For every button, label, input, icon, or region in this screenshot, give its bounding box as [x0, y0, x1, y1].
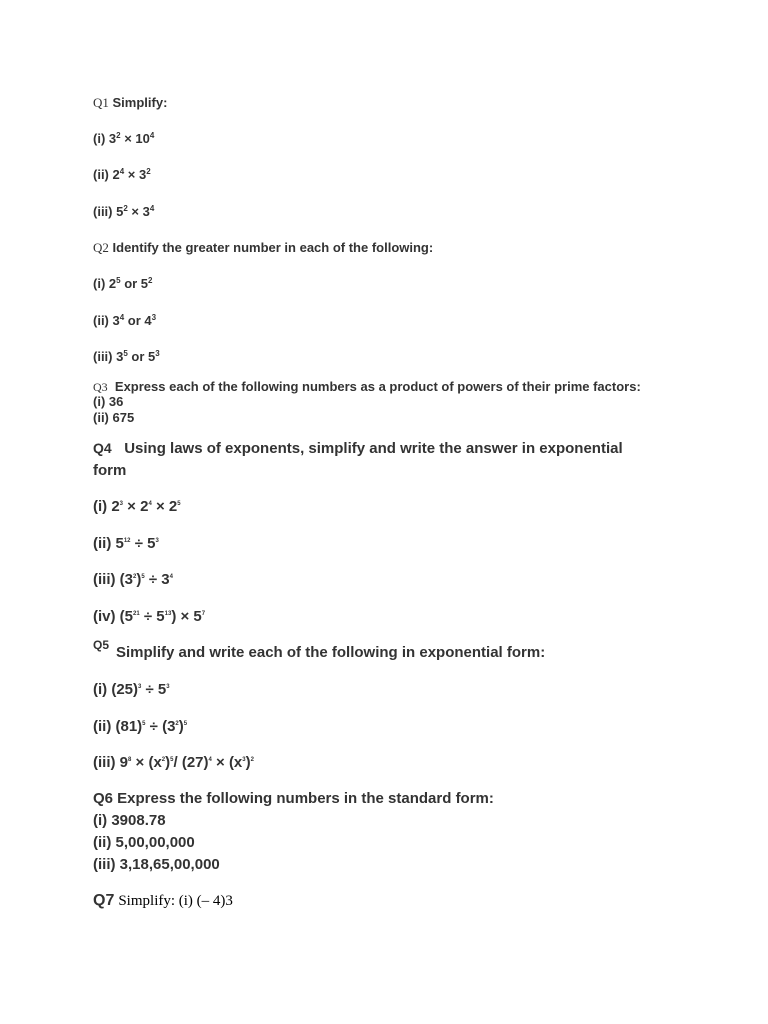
q4-i-exp3: 5	[177, 501, 181, 507]
q5-iii-exp1: 8	[128, 757, 132, 763]
q4-number: Q4	[93, 440, 112, 456]
q1-ii-base: (ii) 2	[93, 167, 120, 182]
q2-ii-mid: or 4	[124, 313, 152, 328]
q3-heading	[93, 379, 641, 395]
q2-iii-base: (iii) 3	[93, 349, 124, 364]
q5-ii-b: ÷ (3	[145, 718, 176, 735]
q1-number: Q1	[93, 95, 109, 110]
q2-i-base: (i) 2	[93, 276, 117, 291]
q1-item-i	[93, 131, 154, 146]
q1-i-exp2: 4	[149, 131, 155, 140]
q4-iv-exp2: 13	[164, 611, 172, 617]
q2-i-exp1: 5	[116, 276, 121, 285]
q3-number: Q3	[93, 380, 108, 394]
q3-item-i: (i) 36	[93, 394, 124, 409]
q5-item-ii	[93, 718, 187, 735]
q7-text: Simplify: (i) (– 4)3	[118, 893, 233, 909]
q1-iii-exp2: 4	[149, 204, 155, 213]
q4-iii-exp2: 5	[141, 574, 145, 580]
q5-iii-b: × (x	[131, 754, 162, 771]
q5-ii-exp3: 5	[183, 721, 188, 727]
q5-iii-c: )	[165, 754, 171, 771]
q3-title: Express each of the following numbers as a product of powers of their prime factors:	[114, 379, 641, 394]
q4-item-ii	[93, 535, 159, 552]
q5-ii-c: )	[178, 718, 184, 735]
q5-item-i	[93, 681, 170, 698]
q4-iii-exp3: 4	[169, 574, 173, 580]
q5-ii-exp1: 5	[142, 721, 146, 727]
q4-title-line1: Using laws of exponents, simplify and write the answer in exponential	[124, 440, 623, 457]
q4-iv-a: (iv) (5	[93, 608, 134, 625]
q4-iii-c: ÷ 3	[144, 571, 170, 588]
q4-iv-exp1: 21	[133, 611, 140, 617]
q5-iii-exp5: 3	[242, 757, 246, 763]
q2-ii-exp2: 3	[151, 313, 157, 322]
q5-iii-f: )	[245, 754, 251, 771]
q4-ii-a: (ii) 5	[93, 535, 124, 552]
q4-i-b: × 2	[123, 498, 149, 515]
q1-item-iii	[93, 204, 154, 219]
q4-i-exp2: 4	[148, 501, 152, 507]
q5-i-exp1: 3	[138, 684, 142, 690]
q5-iii-exp6: 2	[250, 757, 254, 763]
q1-ii-exp1: 4	[119, 167, 125, 176]
q1-i-base: (i) 3	[93, 131, 117, 146]
q1-heading	[93, 95, 167, 111]
q1-item-ii	[93, 167, 151, 182]
q5-i-exp2: 3	[166, 684, 170, 690]
q1-i-exp1: 2	[116, 131, 121, 140]
q4-iii-exp1: 2	[133, 574, 137, 580]
q4-i-c: × 2	[151, 498, 178, 515]
q4-ii-exp2: 3	[155, 538, 159, 544]
q1-iii-base: (iii) 5	[93, 204, 124, 219]
q7-line	[93, 892, 233, 910]
q1-ii-exp2: 2	[146, 167, 151, 176]
q6-title: Q6 Express the following numbers in the standard form:	[93, 790, 494, 807]
q6-item-iii: (iii) 3,18,65,00,000	[93, 856, 220, 873]
q2-item-i	[93, 276, 153, 291]
q2-ii-base: (ii) 3	[93, 313, 120, 328]
q4-item-iv	[93, 608, 205, 625]
q5-iii-exp4: 4	[208, 757, 212, 763]
q2-iii-exp1: 5	[123, 349, 128, 358]
q4-iv-b: ÷ 5	[139, 608, 165, 625]
q4-heading	[93, 440, 623, 457]
q4-i-exp1: 3	[119, 501, 124, 507]
q5-ii-exp2: 2	[175, 721, 179, 727]
q2-iii-exp2: 3	[155, 349, 160, 358]
q4-ii-exp1: 12	[123, 538, 131, 544]
q2-title: Identify the greater number in each of the following:	[112, 240, 434, 255]
q3-item-ii: (ii) 675	[93, 410, 135, 425]
q5-number: Q5	[93, 638, 110, 652]
q2-i-mid: or 5	[120, 276, 149, 291]
q4-item-i	[93, 498, 181, 515]
q5-ii-a: (ii) (81)	[93, 718, 143, 735]
q1-iii-exp1: 2	[123, 204, 128, 213]
q1-iii-mid: × 3	[127, 204, 150, 219]
q4-item-iii	[93, 571, 173, 588]
q5-title: Simplify and write each of the following in exponential form:	[116, 644, 546, 661]
q2-number: Q2	[93, 240, 109, 255]
q4-iii-a: (iii) (3	[93, 571, 133, 588]
q4-title-line2: form	[93, 462, 127, 479]
q5-iii-e: × (x	[211, 754, 243, 771]
q2-item-ii	[93, 313, 156, 328]
q2-iii-mid: or 5	[127, 349, 156, 364]
q2-heading	[93, 240, 433, 256]
q5-iii-a: (iii) 9	[93, 754, 129, 771]
q2-i-exp2: 2	[148, 276, 153, 285]
q1-i-mid: × 10	[120, 131, 150, 146]
q5-iii-exp3: 5	[170, 757, 174, 763]
q5-i-b: ÷ 5	[141, 681, 167, 698]
q4-i-a: (i) 2	[93, 498, 120, 515]
q2-item-iii	[93, 349, 160, 364]
q7-number: Q7	[93, 892, 115, 909]
q6-item-i: (i) 3908.78	[93, 812, 166, 829]
q5-iii-d: / (27)	[173, 754, 209, 771]
q4-iv-c: ) × 5	[171, 608, 202, 625]
q4-iii-b: )	[136, 571, 142, 588]
q5-item-iii	[93, 754, 254, 771]
q2-ii-exp1: 4	[119, 313, 125, 322]
q1-ii-mid: × 3	[124, 167, 147, 182]
q4-ii-b: ÷ 5	[130, 535, 156, 552]
q5-iii-exp2: 2	[161, 757, 166, 763]
q1-title: Simplify:	[112, 95, 168, 110]
q5-i-a: (i) (25)	[93, 681, 138, 698]
q4-iv-exp3: 7	[201, 611, 206, 617]
q6-item-ii: (ii) 5,00,00,000	[93, 834, 195, 851]
